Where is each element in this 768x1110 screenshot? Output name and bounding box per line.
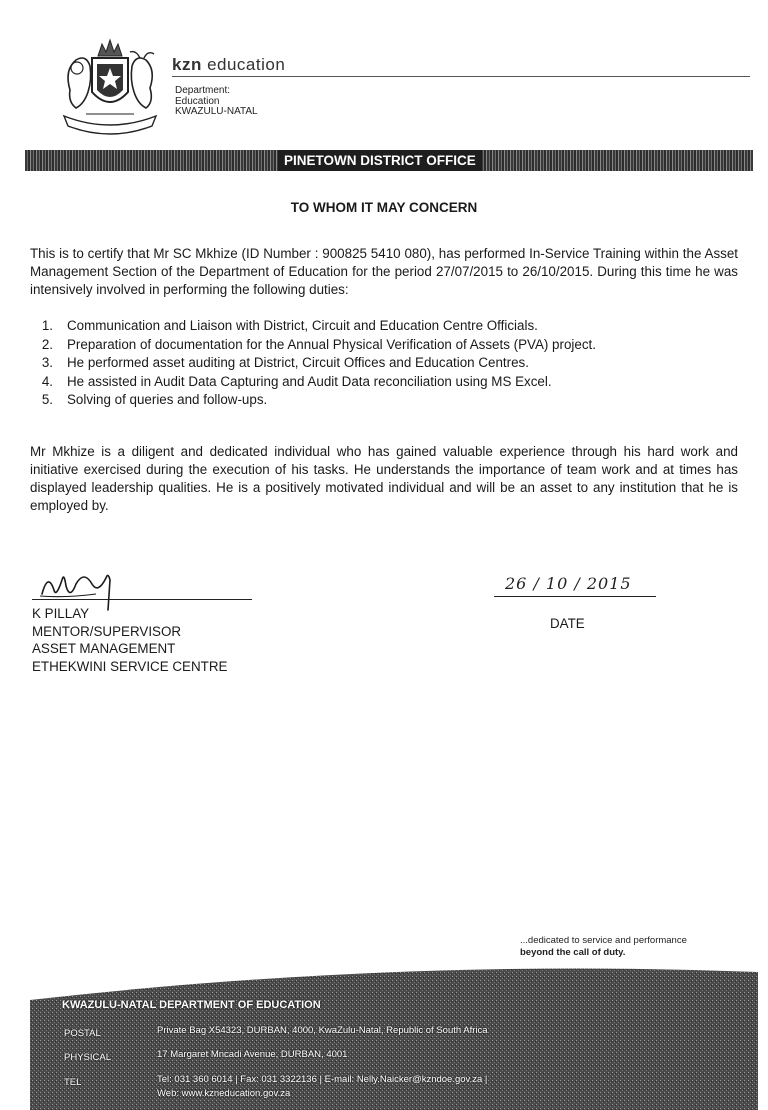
- duty-number: 2.: [41, 336, 53, 352]
- letter-heading: TO WHOM IT MAY CONCERN: [290, 200, 478, 215]
- dept-line: Department:: [175, 85, 231, 96]
- duty-number: 5.: [41, 392, 53, 407]
- dept-line: KWAZULU-NATAL: [175, 106, 258, 117]
- signatory-name: K PILLAY: [32, 606, 90, 621]
- department-lines: [175, 86, 258, 118]
- closing-paragraph: Mr Mkhize is a diligent and dedicated individual who has gained valuable experience through his hard work and initiative exercised during the execution of his tasks. He understands the importance of team work and at times has displayed leadership qualities. He is a positively motivated individual and will be an asset to any institution that he is employed by.: [30, 444, 738, 513]
- list-item: [30, 336, 730, 355]
- duty-number: 3.: [41, 355, 53, 370]
- footer-key-tel: TEL: [64, 1077, 82, 1088]
- footer-key-postal: POSTAL: [64, 1028, 101, 1039]
- motto: [520, 935, 687, 959]
- footer-value-physical: 17 Margaret Mncadi Avenue, DURBAN, 4001: [157, 1049, 348, 1060]
- handwritten-date: [505, 574, 655, 598]
- list-item: [30, 391, 730, 410]
- signatory-title: MENTOR/SUPERVISOR: [32, 623, 182, 639]
- signatory-centre: ETHEKWINI SERVICE CENTRE: [32, 658, 228, 674]
- motto-line-2: beyond the call of duty.: [520, 947, 626, 958]
- footer-key-physical: PHYSICAL: [64, 1052, 111, 1063]
- duty-text: Communication and Liaison with District, Circuit and Education Centre Officials.: [67, 318, 538, 333]
- duty-text: He assisted in Audit Data Capturing and Audit Data reconciliation using MS Excel.: [67, 373, 552, 389]
- brand-rest: education: [201, 55, 286, 74]
- district-office-label: PINETOWN DISTRICT OFFICE: [278, 150, 482, 171]
- duties-list: [30, 317, 730, 410]
- list-item: [30, 354, 730, 373]
- footer-title: KWAZULU-NATAL DEPARTMENT OF EDUCATION: [62, 999, 321, 1011]
- footer-web: Web: www.kzneducation.gov.za: [157, 1088, 291, 1099]
- brand-wordmark: [172, 55, 285, 75]
- duty-number: 4.: [41, 373, 53, 389]
- footer-value-tel: Tel: 031 360 6014 | Fax: 031 3322136 | E-mail: Nelly.Naicker@kzndoe.gov.za |: [157, 1074, 488, 1085]
- duty-text: He performed asset auditing at District, Circuit Offices and Education Centres.: [67, 355, 529, 370]
- signatory-block: [32, 605, 227, 675]
- intro-paragraph: This is to certify that Mr SC Mkhize (ID Number : 900825 5410 080), has performed In-Service Training within the Asset Management Section of the Department of Education for the period 27/07/2015 to 26/10/2015. During this time he was intensively involved in performing the following duties:: [30, 246, 738, 297]
- list-item: [30, 317, 730, 336]
- letterhead-rule: [172, 76, 750, 77]
- dept-line: Education: [175, 95, 220, 107]
- duty-number: 1.: [41, 318, 53, 333]
- duty-text: Solving of queries and follow-ups.: [67, 392, 268, 407]
- date-value: 26 / 10 / 2015: [505, 574, 632, 593]
- district-office-bar: [25, 150, 753, 171]
- list-item: [30, 373, 730, 392]
- signatory-section: ASSET MANAGEMENT: [32, 641, 176, 656]
- motto-line-1: ...dedicated to service and performance: [520, 935, 687, 946]
- kzn-coat-of-arms-icon: [50, 30, 170, 135]
- brand-bold: kzn: [172, 55, 202, 74]
- date-line: [494, 596, 656, 597]
- duty-text: Preparation of documentation for the Annual Physical Verification of Assets (PVA) project.: [67, 336, 596, 352]
- date-label: DATE: [550, 616, 585, 631]
- signature-line: [32, 599, 252, 600]
- footer-value-postal: Private Bag X54323, DURBAN, 4000, KwaZulu-Natal, Republic of South Africa: [157, 1025, 488, 1036]
